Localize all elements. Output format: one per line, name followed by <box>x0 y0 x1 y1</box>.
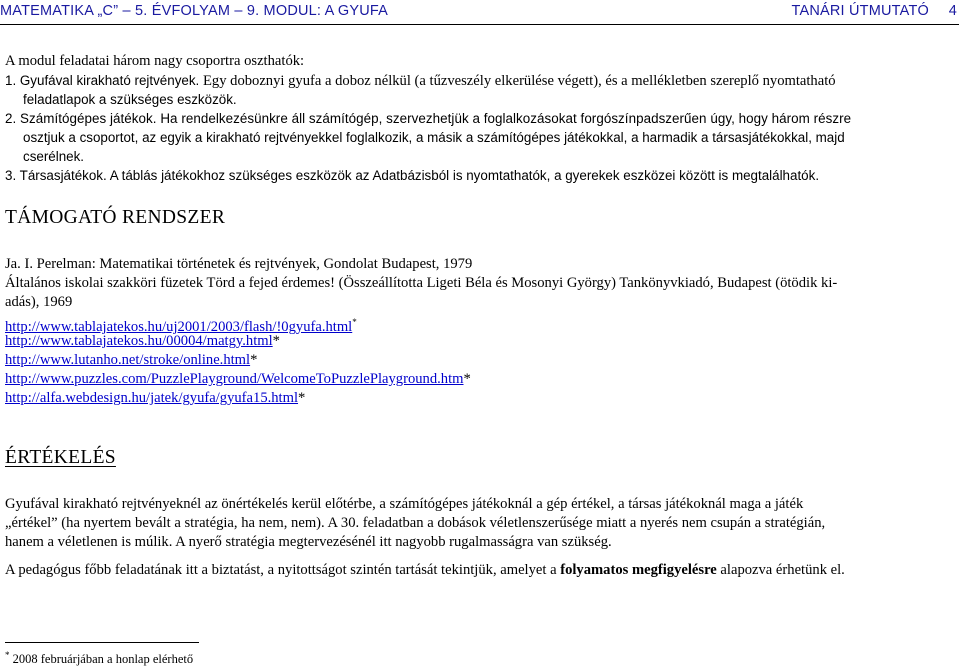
footnote-divider <box>5 642 199 643</box>
link-row-5 <box>5 389 305 408</box>
header-guide-label: TANÁRI ÚTMUTATÓ <box>791 3 929 19</box>
link-row-3 <box>5 351 257 370</box>
intro-text: A modul feladatai három nagy csoportra oszthatók: <box>5 53 305 69</box>
page-number: 4 <box>948 3 957 19</box>
evaluation-p1-line2: „értékel” (ha nyertem bevált a stratégia, ha nem, nem). A 30. feladatban a dobások véletlenszerűsége miatt a nyerés nem csupán a stratégián, <box>5 515 826 531</box>
evaluation-p1-line1: Gyufával kirakható rejtvényeknél az önértékelés kerül előtérbe, a számítógépes játékoknál a gép értékel, a társas játékoknál maga a játék <box>5 496 804 512</box>
footnote-text: 2008 februárjában a honlap elérhető <box>9 652 194 667</box>
item-1-title: 1. Gyufával kirakható rejtvények. <box>5 73 203 88</box>
evaluation-p2-before: A pedagógus főbb feladatának itt a biztatást, a nyitottságot szintén tartását tekintjük, amelyet a <box>5 562 561 578</box>
reference-szakkori-line1: Általános iskolai szakköri füzetek Törd a fejed érdemes! (Összeállította Ligeti Béla és Mosonyi György) Tankönyvkiadó, Budapest (ötödik ki- <box>5 275 838 291</box>
link-tablajatekos-matgy[interactable]: http://www.tablajatekos.hu/00004/matgy.html <box>5 333 273 349</box>
evaluation-p2 <box>5 561 845 580</box>
footnote-mark: * <box>352 317 357 327</box>
footnote-asterisk: * <box>5 650 10 660</box>
footnote <box>5 650 193 667</box>
link-row-4 <box>5 370 471 389</box>
reference-szakkori-line2: adás), 1969 <box>5 294 73 310</box>
item-2-text-line2: osztjuk a csoportot, az egyik a kirakható rejtvényekkel foglalkozik, a másik a számítógépes játékokkal, a harmadik a társasjátékokkal, majd <box>23 130 845 145</box>
item-2-text: Ha rendelkezésünkre áll számítógép, szervezhetjük a foglalkozásokat forgószínpadszerűen úgy, hogy három részre <box>160 111 852 126</box>
list-item-3: 3. Társasjátékok. A táblás játékokhoz szükséges eszközök az Adatbázisból is nyomtathatók, a gyerekek eszközei között is megtalálhatók. <box>5 168 820 183</box>
item-1-text: Egy doboznyi gyufa a doboz nélkül (a tűzveszély elkerülése végett), és a mellékletben szereplő nyomtatható <box>202 73 836 89</box>
support-heading: TÁMOGATÓ RENDSZER <box>5 207 226 228</box>
item-2-title: 2. Számítógépes játékok. <box>5 111 161 126</box>
link-asterisk: * <box>463 371 471 387</box>
item-1-text-line2: feladatlapok a szükséges eszközök. <box>23 92 237 107</box>
link-asterisk: * <box>272 333 280 349</box>
evaluation-p2-emphasis: folyamatos megfigyelésre <box>560 562 717 578</box>
link-alfa-webdesign-gyufa[interactable]: http://alfa.webdesign.hu/jatek/gyufa/gyufa15.html <box>5 390 299 406</box>
header-divider <box>0 24 959 25</box>
link-asterisk: * <box>298 390 306 406</box>
link-lutanho-stroke[interactable]: http://www.lutanho.net/stroke/online.html <box>5 352 251 368</box>
link-tablajatekos-gyufa[interactable]: http://www.tablajatekos.hu/uj2001/2003/flash/!0gyufa.html <box>5 318 353 335</box>
list-item-1 <box>5 71 836 91</box>
evaluation-heading: ÉRTÉKELÉS <box>5 447 116 468</box>
reference-perelman: Ja. I. Perelman: Matematikai történetek és rejtvények, Gondolat Budapest, 1979 <box>5 256 473 272</box>
link-row-2 <box>5 332 280 351</box>
evaluation-p1-line3: hanem a véletlenen is múlik. A nyerő stratégia megtervezésénél itt nagyobb rugalmasságra van szükség. <box>5 534 612 550</box>
link-puzzles-playground[interactable]: http://www.puzzles.com/PuzzlePlayground/WelcomeToPuzzlePlayground.htm <box>5 371 464 387</box>
header-title: MATEMATIKA „C” – 5. ÉVFOLYAM – 9. MODUL: A GYUFA <box>0 3 389 19</box>
link-asterisk: * <box>250 352 258 368</box>
evaluation-p2-after: alapozva érhetünk el. <box>716 562 845 578</box>
running-header <box>0 0 959 24</box>
item-2-text-line3: cserélnek. <box>23 149 85 164</box>
list-item-2 <box>5 109 851 128</box>
